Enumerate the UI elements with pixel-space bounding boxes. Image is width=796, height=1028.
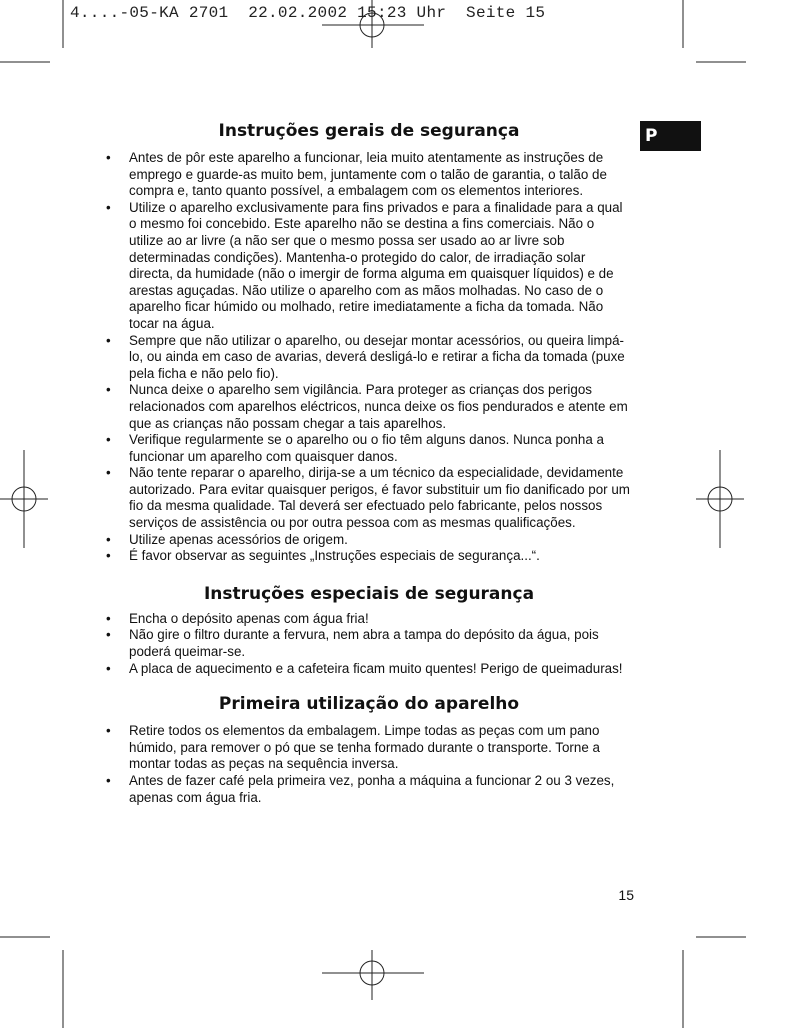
registration-mark-left bbox=[0, 450, 48, 548]
list-item: • Encha o depósito apenas com água fria! bbox=[106, 611, 632, 628]
document-body bbox=[106, 118, 632, 806]
list-item: • Antes de fazer café pela primeira vez, ponha a máquina a funcionar 2 ou 3 vezes, apenas com água fria. bbox=[106, 773, 632, 806]
print-slug: 4....-05-KA 2701 22.02.2002 15:23 Uhr Seite 15 bbox=[70, 4, 546, 22]
section-title: Primeira utilização do aparelho bbox=[218, 694, 520, 715]
list-item: • Sempre que não utilizar o aparelho, ou desejar montar acessórios, ou queira limpá-lo, ou ainda em caso de avarias, deverá desligá-lo e retirar a ficha da tomada (puxe pela ficha e não pelo fio). bbox=[106, 333, 632, 383]
registration-mark-right bbox=[696, 450, 744, 548]
list-item: • A placa de aquecimento e a cafeteira ficam muito quentes! Perigo de queimaduras! bbox=[106, 661, 632, 678]
bullet-list bbox=[106, 150, 632, 565]
list-item: • Não gire o filtro durante a fervura, nem abra a tampa do depósito da água, pois poderá queimar-se. bbox=[106, 627, 632, 660]
list-item: • Verifique regularmente se o aparelho ou o fio têm alguns danos. Nunca ponha a funcionar um aparelho com quaisquer danos. bbox=[106, 432, 632, 465]
list-item: • É favor observar as seguintes „Instruções especiais de segurança...“. bbox=[106, 548, 632, 565]
list-item: • Não tente reparar o aparelho, dirija-se a um técnico da especialidade, devidamente autorizado. Para evitar quaisquer perigos, é favor substituir um fio danificado por um fio da mesma qualidade. Tal deverá ser efectuado pelo fabricante, pelos nossos serviços de assistência ou por outra pessoa com as mesmas qualificações. bbox=[106, 465, 632, 531]
list-item: • Utilize o aparelho exclusivamente para fins privados e para a finalidade para a qual o mesmo foi concebido. Este aparelho não se destina a fins comerciais. Não o utilize ao ar livre (a não ser que o mesmo possa ser usado ao ar livre sob determinadas condições). Mantenha-o protegido do calor, de irradiação solar directa, da humidade (não o imergir de forma alguma em quaisquer líquidos) e de arestas aguçadas. Não utilize o aparelho com as mãos molhadas. No caso de o aparelho ficar húmido ou molhado, retire imediatamente a ficha da tomada. Não tocar na água. bbox=[106, 200, 632, 333]
registration-mark-bottom bbox=[322, 950, 424, 1000]
language-tab: P bbox=[640, 121, 701, 151]
section-general-safety bbox=[106, 118, 632, 565]
page-number: 15 bbox=[618, 887, 634, 903]
bullet-list bbox=[106, 611, 632, 677]
section-first-use bbox=[106, 691, 632, 806]
registration-mark-top bbox=[322, 0, 424, 48]
list-item: • Retire todos os elementos da embalagem. Limpe todas as peças com um pano húmido, para remover o pó que se tenha formado durante o transporte. Torne a montar todas as peças na sequência inversa. bbox=[106, 723, 632, 773]
bullet-list bbox=[106, 723, 632, 806]
list-item: • Antes de pôr este aparelho a funcionar, leia muito atentamente as instruções de emprego e guarde-as muito bem, juntamente com o talão de garantia, o talão de compra e, tanto quanto possível, a embalagem com os elementos interiores. bbox=[106, 150, 632, 200]
section-title: Instruções gerais de segurança bbox=[218, 121, 520, 141]
section-title: Instruções especiais de segurança bbox=[203, 583, 535, 604]
section-special-safety bbox=[106, 581, 632, 677]
list-item: • Utilize apenas acessórios de origem. bbox=[106, 532, 632, 549]
list-item: • Nunca deixe o aparelho sem vigilância. Para proteger as crianças dos perigos relacionados com aparelhos eléctricos, nunca deixe os fios pendurados e atente em que as crianças não possam chegar a tais aparelhos. bbox=[106, 382, 632, 432]
